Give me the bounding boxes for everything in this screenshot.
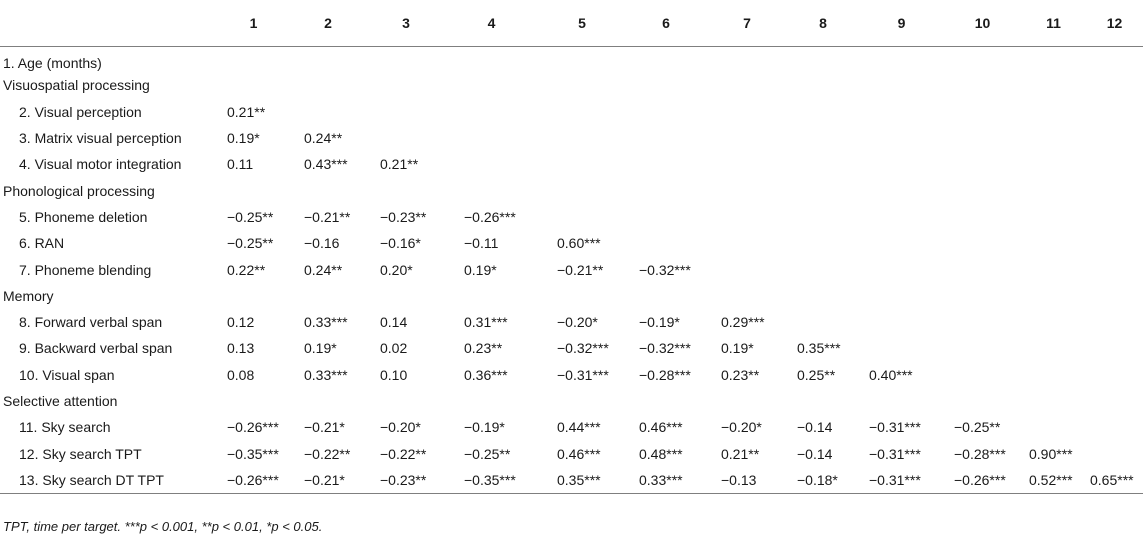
correlation-cell: −0.26***: [227, 419, 279, 436]
column-header: 12: [1086, 0, 1143, 46]
correlation-cell: 0.44***: [557, 419, 601, 436]
correlation-cell: [787, 151, 859, 177]
correlation-cell: [944, 362, 1021, 388]
correlation-cell: [944, 309, 1021, 335]
section-label: Visuospatial processing: [3, 77, 150, 94]
correlation-cell: [944, 46, 1021, 72]
correlation-cell: −0.35***: [444, 467, 539, 493]
section-header-row: [0, 388, 1143, 414]
correlation-cell: [1086, 230, 1143, 256]
correlation-cell: [707, 125, 787, 151]
correlation-cell: 0.10: [380, 366, 408, 383]
correlation-cell: −0.28***: [639, 366, 691, 383]
correlation-cell: −0.18*: [787, 467, 859, 493]
correlation-cell: [1086, 309, 1143, 335]
correlation-cell: −0.20*: [721, 419, 762, 436]
correlation-cell: [1086, 125, 1143, 151]
correlation-cell: 0.14: [380, 314, 408, 331]
correlation-cell: [1086, 151, 1143, 177]
correlation-cell: 0.19*: [721, 340, 754, 357]
row-label: 2. Visual perception: [19, 103, 142, 120]
column-header: 11: [1021, 0, 1086, 46]
correlation-cell: [859, 46, 944, 72]
correlation-cell: 0.52***: [1021, 467, 1086, 493]
column-header: 2: [288, 0, 368, 46]
correlation-cell: 0.46***: [639, 419, 683, 436]
correlation-cell: −0.20*: [557, 314, 598, 331]
correlation-cell: 0.20*: [380, 261, 413, 278]
row-label: 7. Phoneme blending: [19, 261, 152, 278]
table-row: [0, 230, 1143, 256]
row-label: 4. Visual motor integration: [19, 156, 182, 173]
correlation-cell: [859, 256, 944, 282]
correlation-cell: 0.33***: [304, 314, 348, 331]
column-header: 6: [625, 0, 707, 46]
correlation-cell: [1021, 46, 1086, 72]
correlation-cell: [539, 204, 625, 230]
correlation-cell: −0.32***: [557, 340, 609, 357]
correlation-cell: [1021, 362, 1086, 388]
correlation-cell: [944, 335, 1021, 361]
correlation-cell: 0.25**: [797, 366, 836, 383]
column-header: 8: [787, 0, 859, 46]
table-row: [0, 125, 1143, 151]
correlation-cell: −0.31***: [859, 467, 944, 493]
correlation-cell: −0.20*: [380, 419, 421, 436]
row-label: 5. Phoneme deletion: [19, 208, 148, 225]
correlation-cell: 0.33***: [304, 366, 348, 383]
correlation-cell: −0.26***: [219, 467, 288, 493]
correlation-cell: [944, 230, 1021, 256]
section-label: Phonological processing: [3, 182, 155, 199]
correlation-cell: 0.40***: [869, 366, 913, 383]
correlation-cell: 0.43***: [304, 156, 348, 173]
correlation-cell: 0.33***: [625, 467, 707, 493]
correlation-cell: [1086, 440, 1143, 466]
correlation-cell: −0.26***: [944, 467, 1021, 493]
correlation-cell: [1021, 125, 1086, 151]
correlation-cell: 0.13: [227, 340, 255, 357]
table-row: [0, 362, 1143, 388]
correlation-cell: 0.21**: [380, 156, 419, 173]
table-body: [0, 46, 1143, 493]
correlation-cell: [1021, 204, 1086, 230]
correlation-cell: [539, 125, 625, 151]
correlation-cell: −0.32***: [639, 340, 691, 357]
correlation-cell: 0.23**: [721, 366, 760, 383]
correlation-cell: 0.19*: [227, 130, 260, 147]
correlation-cell: 0.23**: [464, 340, 503, 357]
column-header: 7: [707, 0, 787, 46]
table-row: [0, 256, 1143, 282]
correlation-cell: 0.19*: [464, 261, 497, 278]
table-row: [0, 151, 1143, 177]
correlation-cell: −0.31***: [869, 419, 921, 436]
correlation-cell: [625, 99, 707, 125]
correlation-cell: 0.02: [380, 340, 408, 357]
section-header-row: [0, 72, 1143, 98]
correlation-cell: 0.21**: [721, 445, 760, 462]
correlation-cell: −0.19*: [464, 419, 505, 436]
correlation-cell: −0.16: [304, 235, 340, 252]
correlation-cell: [944, 125, 1021, 151]
correlation-cell: −0.14: [797, 445, 833, 462]
header-row: [0, 0, 1143, 46]
correlation-cell: [444, 46, 539, 72]
row-label: 6. RAN: [19, 235, 65, 252]
correlation-cell: 0.60***: [557, 235, 601, 252]
header-corner: [0, 0, 219, 46]
correlation-cell: −0.25**: [227, 235, 274, 252]
correlation-cell: −0.26***: [464, 208, 516, 225]
correlation-cell: [219, 46, 288, 72]
correlation-cell: −0.28***: [954, 445, 1006, 462]
correlation-cell: −0.16*: [380, 235, 421, 252]
correlation-cell: [707, 204, 787, 230]
table-row: [0, 335, 1143, 361]
correlation-cell: −0.25**: [954, 419, 1001, 436]
correlation-cell: [368, 46, 444, 72]
correlation-cell: −0.32***: [639, 261, 691, 278]
correlation-cell: 0.12: [227, 314, 255, 331]
correlation-cell: 0.48***: [639, 445, 683, 462]
table-row: [0, 440, 1143, 466]
correlation-cell: [444, 99, 539, 125]
correlation-cell: [1086, 99, 1143, 125]
correlation-cell: [539, 151, 625, 177]
column-header: 10: [944, 0, 1021, 46]
row-label: 11. Sky search: [19, 419, 111, 436]
correlation-cell: −0.31***: [869, 445, 921, 462]
correlation-cell: [787, 125, 859, 151]
correlation-cell: −0.21**: [304, 208, 351, 225]
correlation-cell: [288, 46, 368, 72]
correlation-cell: [1021, 256, 1086, 282]
correlation-cell: [1021, 309, 1086, 335]
correlation-cell: [1086, 362, 1143, 388]
table-row: [0, 204, 1143, 230]
correlation-cell: [859, 335, 944, 361]
correlation-cell: [1021, 414, 1086, 440]
column-header: 5: [539, 0, 625, 46]
correlation-cell: [944, 204, 1021, 230]
section-header-row: [0, 177, 1143, 203]
correlation-cell: [787, 230, 859, 256]
correlation-cell: [1021, 230, 1086, 256]
correlation-cell: −0.11: [464, 235, 499, 252]
row-label: 1. Age (months): [3, 55, 102, 72]
correlation-cell: [944, 256, 1021, 282]
correlation-cell: −0.22**: [304, 445, 351, 462]
row-label: 9. Backward verbal span: [19, 340, 173, 357]
correlation-cell: −0.31***: [557, 366, 609, 383]
correlation-cell: [625, 125, 707, 151]
row-label: 3. Matrix visual perception: [19, 130, 182, 147]
table-footnote: TPT, time per target. ***p < 0.001, **p < 0.01, *p < 0.05.: [3, 519, 323, 534]
correlation-cell: [1086, 46, 1143, 72]
column-header: 3: [368, 0, 444, 46]
table-row: [0, 309, 1143, 335]
correlation-cell: [859, 230, 944, 256]
correlation-cell: [625, 151, 707, 177]
column-header: 9: [859, 0, 944, 46]
correlation-cell: [288, 99, 368, 125]
correlation-cell: 0.08: [227, 366, 255, 383]
correlation-cell: [787, 99, 859, 125]
correlation-cell: [859, 204, 944, 230]
correlation-cell: −0.35***: [227, 445, 279, 462]
row-label: 8. Forward verbal span: [19, 314, 163, 331]
row-label: 12. Sky search TPT: [19, 445, 142, 462]
correlation-cell: 0.90***: [1029, 445, 1073, 462]
correlation-cell: [859, 99, 944, 125]
correlation-cell: 0.46***: [557, 445, 601, 462]
correlation-cell: [444, 125, 539, 151]
correlation-cell: 0.36***: [464, 366, 508, 383]
correlation-cell: 0.19*: [304, 340, 337, 357]
table-row: [0, 467, 1143, 493]
correlation-cell: [787, 46, 859, 72]
table-row: [0, 414, 1143, 440]
correlation-cell: 0.35***: [539, 467, 625, 493]
correlation-cell: [1021, 99, 1086, 125]
correlation-cell: [944, 99, 1021, 125]
correlation-cell: −0.14: [797, 419, 833, 436]
correlation-cell: [707, 99, 787, 125]
correlation-cell: [787, 204, 859, 230]
correlation-cell: −0.21**: [557, 261, 604, 278]
correlation-cell: [707, 46, 787, 72]
correlation-cell: [859, 151, 944, 177]
correlation-cell: 0.24**: [304, 130, 343, 147]
correlation-cell: [1086, 414, 1143, 440]
correlation-cell: [787, 309, 859, 335]
correlation-cell: [625, 204, 707, 230]
correlation-cell: [859, 309, 944, 335]
correlation-cell: −0.23**: [368, 467, 444, 493]
correlation-cell: 0.21**: [227, 103, 266, 120]
correlation-cell: −0.21*: [304, 419, 345, 436]
column-header: 4: [444, 0, 539, 46]
correlation-cell: [1021, 151, 1086, 177]
correlation-cell: −0.13: [707, 467, 787, 493]
section-header-row: [0, 283, 1143, 309]
table-row: [0, 46, 1143, 72]
column-header: 1: [219, 0, 288, 46]
correlation-cell: [1021, 335, 1086, 361]
correlation-cell: [1086, 335, 1143, 361]
row-label: 13. Sky search DT TPT: [0, 467, 219, 493]
correlation-cell: [625, 46, 707, 72]
correlation-cell: −0.19*: [639, 314, 680, 331]
correlation-cell: [1086, 256, 1143, 282]
correlation-cell: [1086, 204, 1143, 230]
correlation-cell: [444, 151, 539, 177]
row-label: 10. Visual span: [19, 366, 115, 383]
correlation-cell: 0.11: [227, 156, 254, 173]
table-row: [0, 99, 1143, 125]
correlation-cell: [707, 230, 787, 256]
correlation-cell: 0.31***: [464, 314, 508, 331]
correlation-cell: 0.24**: [304, 261, 343, 278]
correlation-cell: 0.22**: [227, 261, 266, 278]
correlation-cell: 0.35***: [797, 340, 841, 357]
correlation-cell: −0.22**: [380, 445, 427, 462]
correlation-cell: [944, 151, 1021, 177]
correlation-cell: [539, 46, 625, 72]
correlation-cell: −0.21*: [288, 467, 368, 493]
correlation-cell: [707, 151, 787, 177]
correlation-cell: [859, 125, 944, 151]
correlation-cell: 0.29***: [721, 314, 765, 331]
correlation-cell: [787, 256, 859, 282]
correlation-cell: −0.23**: [380, 208, 427, 225]
correlation-cell: −0.25**: [227, 208, 274, 225]
correlation-cell: [368, 99, 444, 125]
correlation-cell: [368, 125, 444, 151]
correlation-cell: 0.65***: [1086, 467, 1143, 493]
correlation-cell: −0.25**: [464, 445, 511, 462]
section-label: Memory: [3, 287, 54, 304]
section-label: Selective attention: [3, 393, 118, 409]
correlation-cell: [707, 256, 787, 282]
correlation-cell: [625, 230, 707, 256]
correlation-cell: [539, 99, 625, 125]
